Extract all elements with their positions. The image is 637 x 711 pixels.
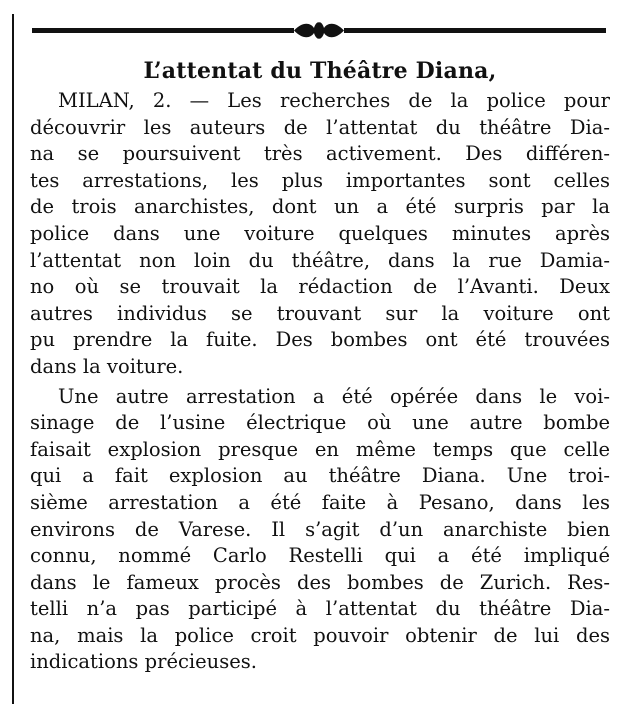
text-line: découvrir les auteurs de l’attentat du théâtre Dia- — [30, 115, 610, 139]
text-line: indications précieuses. — [30, 650, 257, 674]
text-line: qui a fait explosion au théâtre Diana. Une troi- — [30, 464, 610, 488]
text-line: l’attentat non loin du théâtre, dans la rue Damia- — [30, 248, 610, 272]
text-line: na se poursuivent très activement. Des différen- — [30, 142, 610, 166]
text-line: sième arrestation a été faite à Pesano, dans les — [30, 490, 610, 514]
article-paragraph-1 — [30, 88, 610, 381]
text-line: no où se trouvait la rédaction de l’Avanti. Deux — [30, 275, 610, 299]
text-line: de trois anarchistes, dont un a été surpris par la — [30, 195, 610, 219]
news-article — [30, 56, 610, 676]
text-line: dans la voiture. — [30, 354, 184, 378]
text-line: autres individus se trouvant sur la voiture ont — [30, 301, 610, 325]
text-line: police dans une voiture quelques minutes après — [30, 221, 610, 245]
text-line: sinage de l’usine électrique où une autre bombe — [30, 411, 610, 435]
text-line: na, mais la police croit pouvoir obtenir de lui des — [30, 623, 610, 647]
article-headline: L’attentat du Théâtre Diana, — [143, 58, 497, 84]
text-line: faisait explosion presque en même temps que celle — [30, 437, 610, 461]
column-rule — [12, 14, 14, 704]
text-line: pu prendre la fuite. Des bombes ont été trouvées — [30, 328, 610, 352]
text-line: MILAN, 2. — Les recherches de la police pour — [58, 89, 610, 112]
text-line: connu, nommé Carlo Restelli qui a été impliqué — [30, 544, 610, 568]
article-paragraph-2 — [30, 384, 610, 677]
text-line: dans le fameux procès des bombes de Zurich. Res- — [30, 570, 610, 594]
text-line: tes arrestations, les plus importantes sont celles — [30, 168, 610, 192]
ornamental-divider — [32, 18, 606, 44]
text-line: Une autre arrestation a été opérée dans le voi- — [58, 384, 610, 408]
text-line: telli n’a pas participé à l’attentat du théâtre Dia- — [30, 597, 610, 621]
text-line: environs de Varese. Il s’agit d’un anarchiste bien — [30, 517, 610, 541]
